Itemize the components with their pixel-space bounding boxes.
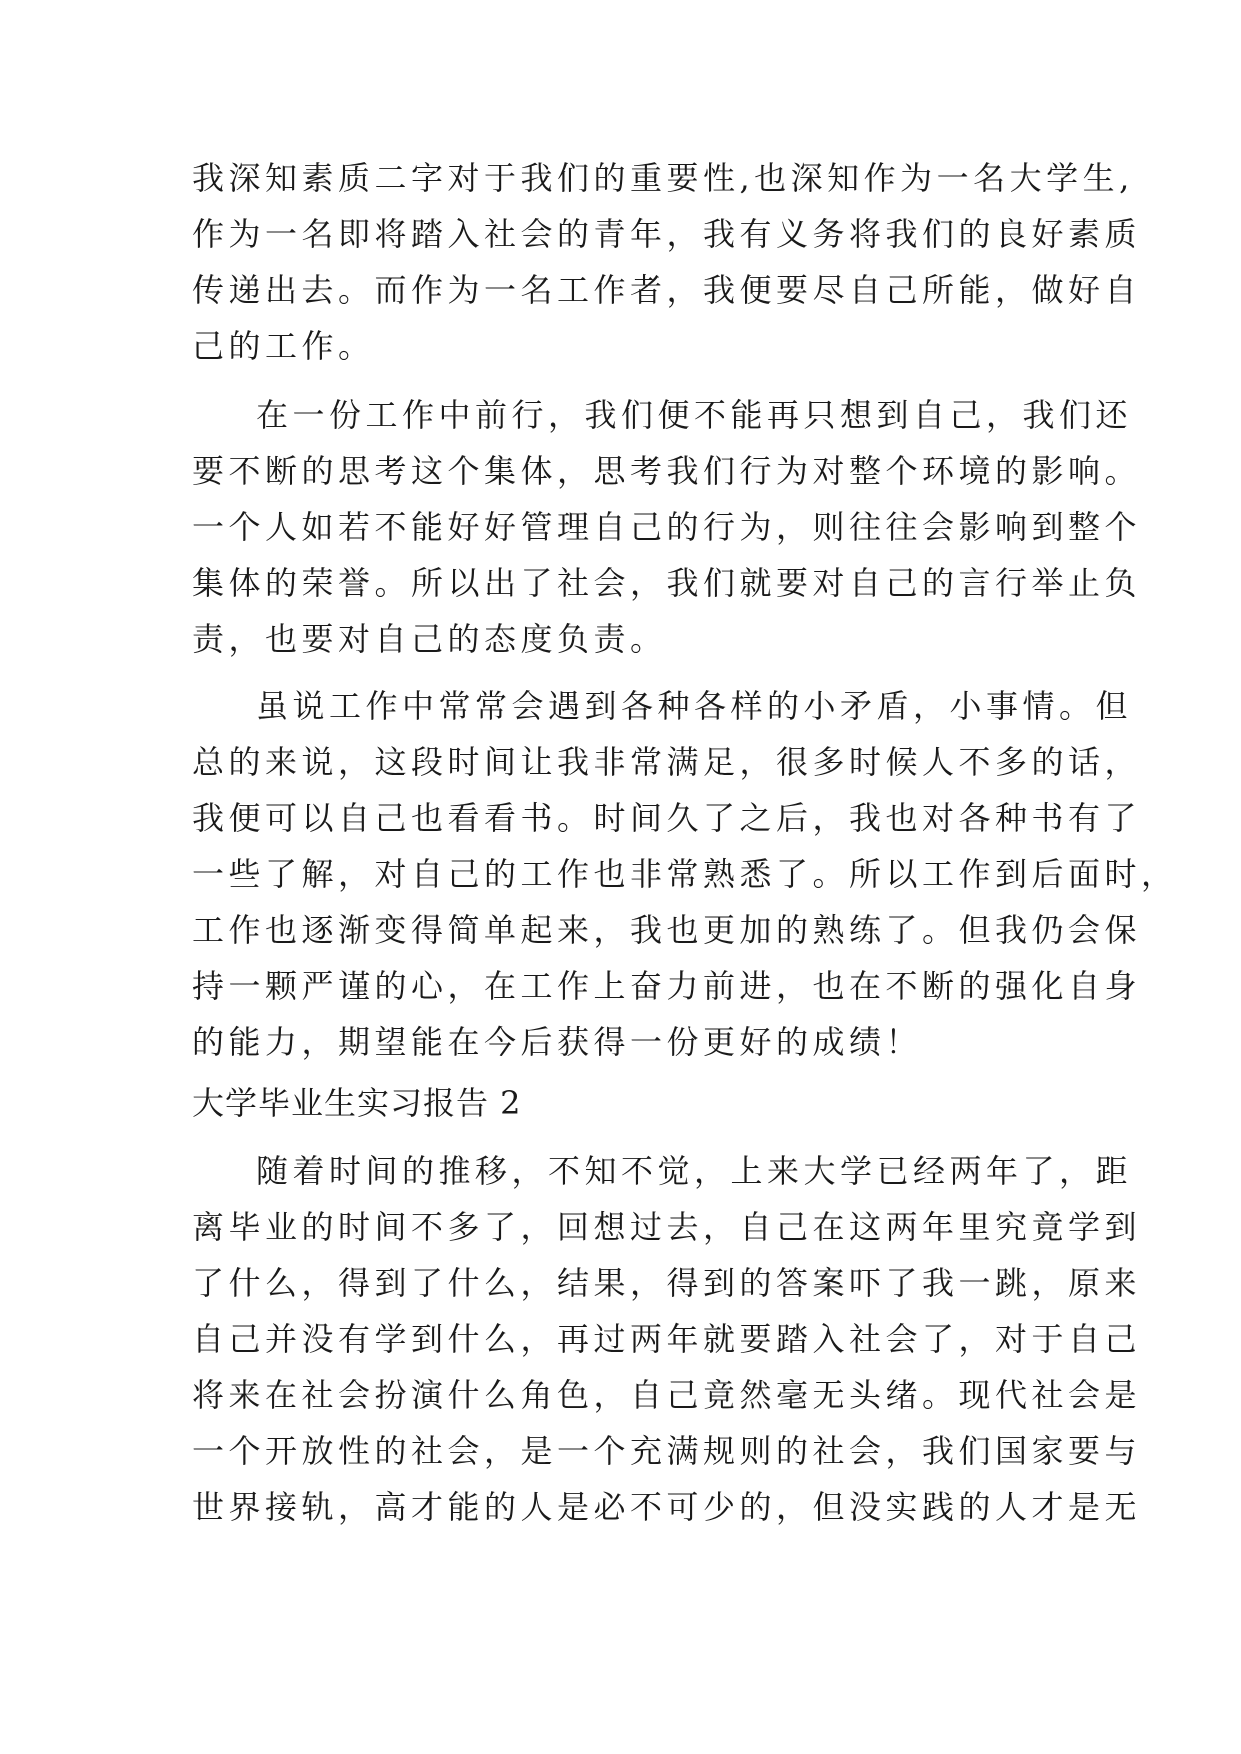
- text-line: 责，也要对自己的态度负责。: [192, 620, 667, 658]
- text-line: 总的来说，这段时间让我非常满足，很多时候人不多的话，: [192, 743, 1142, 781]
- paragraph-first-line: 虽说工作中常常会遇到各种各样的小矛盾，小事情。但: [256, 687, 1133, 725]
- text-line: 一个开放性的社会，是一个充满规则的社会，我们国家要与: [192, 1432, 1142, 1470]
- text-line: 自己并没有学到什么，再过两年就要踏入社会了，对于自己: [192, 1320, 1142, 1358]
- text-line: 的能力，期望能在今后获得一份更好的成绩！: [192, 1023, 923, 1061]
- text-line: 世界接轨，高才能的人是必不可少的，但没实践的人才是无: [192, 1488, 1142, 1526]
- text-line: 我便可以自己也看看书。时间久了之后，我也对各种书有了: [192, 799, 1142, 837]
- text-line: 己的工作。: [192, 327, 375, 365]
- text-line: 我深知素质二字对于我们的重要性,也深知作为一名大学生,: [192, 159, 1134, 197]
- text-line: 持一颗严谨的心，在工作上奋力前进，也在不断的强化自身: [192, 967, 1142, 1005]
- text-line: 工作也逐渐变得简单起来，我也更加的熟练了。但我仍会保: [192, 911, 1142, 949]
- text-line: 集体的荣誉。所以出了社会，我们就要对自己的言行举止负: [192, 564, 1142, 602]
- paragraph-first-line: 在一份工作中前行，我们便不能再只想到自己，我们还: [256, 396, 1133, 434]
- paragraph-first-line: 随着时间的推移，不知不觉，上来大学已经两年了，距: [256, 1152, 1133, 1190]
- section-heading: 大学毕业生实习报告 2: [192, 1084, 522, 1122]
- text-line: 传递出去。而作为一名工作者，我便要尽自己所能，做好自: [192, 271, 1142, 309]
- text-line: 将来在社会扮演什么角色，自己竟然毫无头绪。现代社会是: [192, 1376, 1142, 1414]
- text-line: 要不断的思考这个集体，思考我们行为对整个环境的影响。: [192, 452, 1142, 490]
- text-line: 一些了解，对自己的工作也非常熟悉了。所以工作到后面时，: [192, 855, 1178, 893]
- text-line: 离毕业的时间不多了，回想过去，自己在这两年里究竟学到: [192, 1208, 1142, 1246]
- text-line: 了什么，得到了什么，结果，得到的答案吓了我一跳，原来: [192, 1264, 1142, 1302]
- text-line: 一个人如若不能好好管理自己的行为，则往往会影响到整个: [192, 508, 1142, 546]
- text-line: 作为一名即将踏入社会的青年，我有义务将我们的良好素质: [192, 215, 1142, 253]
